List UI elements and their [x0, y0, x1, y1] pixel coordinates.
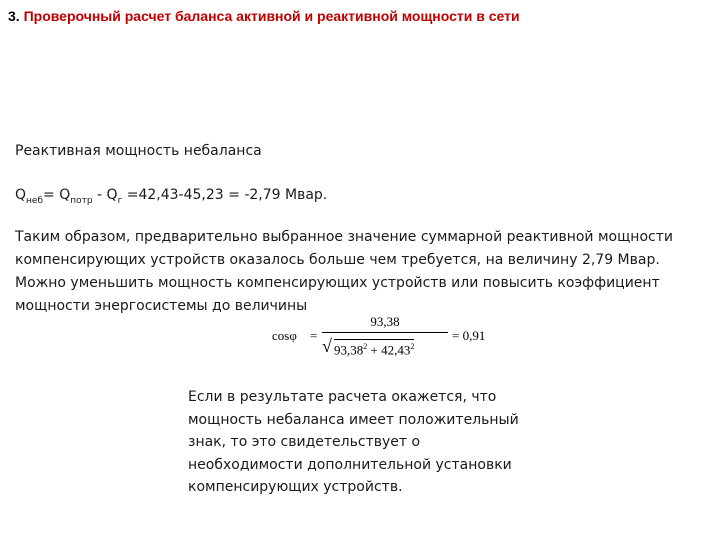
formula-rest: =42,43-45,23 = -2,79 Мвар. [122, 187, 328, 203]
formula-q1: Q [15, 187, 27, 203]
conclusion-line: компенсирующих устройств оказалось больше чем требуется, на величину 2,79 Мвар. [15, 252, 660, 268]
cosphi-denominator [322, 336, 448, 358]
cosphi-numerator: 93,38 [370, 314, 400, 329]
conclusion-line: мощности энергосистемы до величины [15, 298, 308, 314]
section-number: 3. [8, 8, 20, 24]
fraction-bar [322, 332, 448, 333]
note-line: Если в результате расчета окажется, что [188, 389, 497, 405]
formula-sub-neb: неб [26, 196, 44, 206]
formula-sub-g: г [117, 196, 123, 206]
conclusion-line: Можно уменьшить мощность компенсирующих устройств или повысить коэффициент [15, 275, 660, 291]
note-line: необходимости дополнительной установки [188, 456, 512, 473]
imbalance-formula [15, 184, 327, 213]
conclusion-line: Таким образом, предварительно выбранное значение суммарной реактивной мощности [15, 229, 673, 245]
title-text: Проверочный расчет баланса активной и реактивной мощности в сети [23, 8, 520, 24]
section-heading: Реактивная мощность небаланса [15, 143, 262, 159]
note-line: мощность небаланса имеет положительный [188, 411, 519, 428]
slide-title [8, 8, 712, 24]
den-b-exp: 2 [410, 342, 415, 351]
cosphi-label: cosφ [272, 328, 297, 343]
den-plus: + 42,43 [367, 342, 411, 358]
cosphi-formula [270, 312, 490, 362]
den-a: 93,38 [334, 342, 364, 358]
formula-eq: = Q [43, 187, 71, 203]
radicand [334, 339, 414, 358]
note-line: компенсирующих устройств. [188, 479, 403, 495]
cosphi-equals: = [310, 328, 318, 343]
note-paragraph [188, 386, 548, 499]
cosphi-result: = 0,91 [452, 328, 486, 343]
formula-sub-potr: потр [70, 196, 93, 206]
cosphi-fraction [322, 314, 448, 358]
sqrt-icon: √ [322, 336, 332, 356]
formula-minus: - Q [92, 187, 118, 203]
note-line: знак, то это свидетельствует о [188, 434, 421, 450]
den-a-exp: 2 [363, 342, 368, 351]
conclusion-paragraph [15, 226, 715, 318]
